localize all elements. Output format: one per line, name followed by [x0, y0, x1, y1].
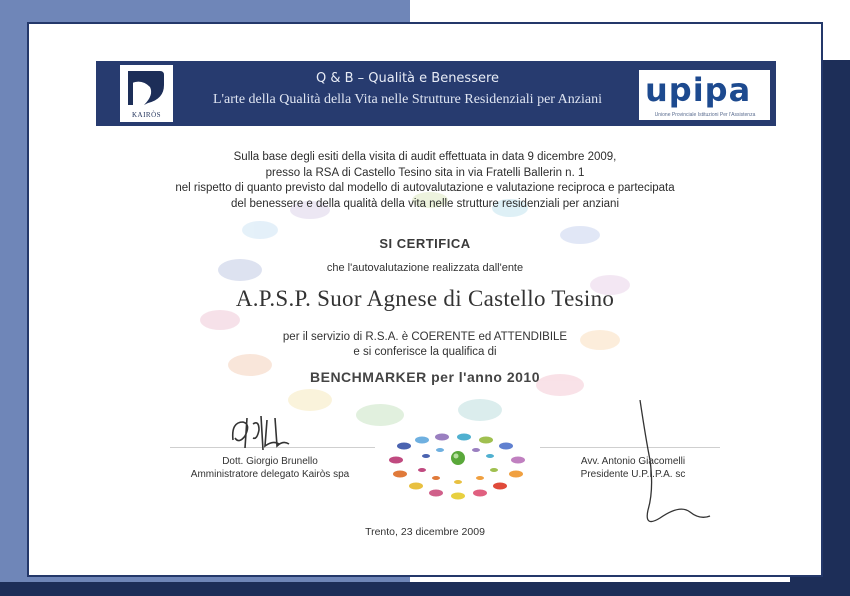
- intro-line: del benessere e della qualità della vita nelle strutture residenziali per anziani: [230, 197, 620, 210]
- signer-left: [150, 455, 390, 481]
- certification-title: SI CERTIFICA: [379, 236, 471, 251]
- qualify-line: e si conferisce la qualifica di: [353, 346, 497, 358]
- signer-left-role: Amministratore delegato Kairòs spa: [190, 469, 350, 480]
- qb-emblem-icon: [378, 432, 538, 504]
- upipa-logo-subtext: Unione Provinciale Istituzioni Per l'Assistenza: [654, 112, 756, 118]
- upipa-logo-text: upipa: [645, 71, 752, 109]
- watermark-dots: [180, 190, 680, 440]
- certification-line: che l'autovalutazione realizzata dall'ente: [326, 262, 524, 274]
- signature-left-handwriting: [225, 410, 295, 455]
- signer-left-name: Dott. Giorgio Brunello: [222, 456, 318, 467]
- banner-title: Q & B – Qualità e Benessere: [315, 71, 500, 86]
- signer-right-name: Avv. Antonio Giacomelli: [580, 456, 686, 467]
- signer-right-role: Presidente U.P.I.P.A. sc: [580, 469, 686, 480]
- service-line: per il servizio di R.S.A. è COERENTE ed ATTENDIBILE: [282, 331, 568, 343]
- kairos-logo: [120, 65, 173, 122]
- entity-name: A.P.S.P. Suor Agnese di Castello Tesino: [235, 286, 615, 311]
- intro-line: nel rispetto di quanto previsto dal modello di autovalutazione e valutazione reciproca e partecipata: [175, 182, 675, 194]
- award-title: BENCHMARKER per l'anno 2010: [310, 369, 540, 385]
- kairos-logo-text: KAIRÒS: [131, 111, 162, 119]
- upipa-logo: [639, 70, 770, 120]
- banner-subtitle: L'arte della Qualità della Vita nelle Strutture Residenziali per Anziani: [212, 92, 602, 107]
- intro-line: Sulla base degli esiti della visita di audit effettuata in data 9 dicembre 2009,: [233, 151, 617, 163]
- signer-right: [518, 455, 748, 481]
- place-date: Trento, 23 dicembre 2009: [365, 526, 485, 538]
- background-bottom-band: [0, 582, 850, 596]
- intro-line: presso la RSA di Castello Tesino sita in via Fratelli Ballerin n. 1: [265, 166, 585, 179]
- intro-paragraph: [110, 150, 740, 212]
- kairos-emblem-icon: [120, 65, 173, 111]
